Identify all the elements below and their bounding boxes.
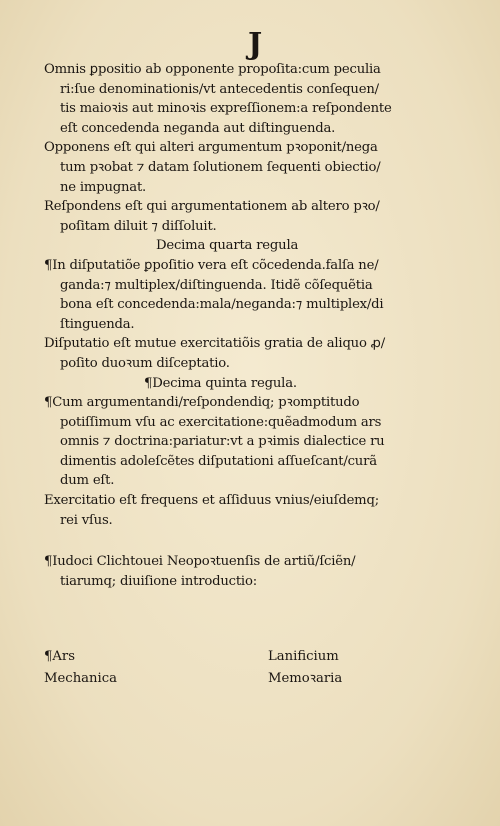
column-entry: Memoꝛaria bbox=[268, 671, 343, 686]
text-line: tum pꝛobat ⁊ datam ſolutionem ſequenti obiectio/ bbox=[60, 159, 381, 175]
text-line: ¶In diſputatiõe ꝑpoſitio vera eſt cõcedenda.falſa ne/ bbox=[44, 257, 379, 273]
column-entry: ¶Ars bbox=[44, 649, 75, 664]
text-line: ¶Cum argumentandi/reſpondendiq; pꝛomptitudo bbox=[44, 395, 360, 411]
text-line: poſitam diluit ⁊ diſſoluit. bbox=[60, 218, 217, 234]
text-line: dum eſt. bbox=[60, 473, 115, 489]
left-column bbox=[44, 646, 117, 690]
column-entry: Lanificium bbox=[268, 649, 339, 664]
text-line: ſtinguenda. bbox=[60, 316, 135, 332]
text-line: Diſputatio eſt mutue exercitatiõis gratia de aliquo ꝓ/ bbox=[44, 336, 385, 352]
text-line: ne impugnat. bbox=[60, 179, 147, 195]
text-line: dimentis adoleſcẽtes diſputationi aſſueſcant/curã bbox=[60, 453, 377, 469]
text-line: omnis ⁊ doctrina:pariatur:vt a pꝛimis dialectice ru bbox=[60, 434, 385, 450]
text-line: tiarumq; diuiſione introductio: bbox=[60, 573, 257, 589]
text-line: ri:ſue denominationis/vt antecedentis conſequen/ bbox=[60, 81, 379, 97]
text-line: rei vſus. bbox=[60, 512, 113, 528]
spacer bbox=[44, 530, 468, 552]
text-line: Opponens eſt qui alteri argumentum pꝛoponit/nega bbox=[44, 140, 378, 156]
text-line: tis maioꝛis aut minoꝛis expreſſionem:a reſpondente bbox=[60, 101, 392, 117]
right-column bbox=[268, 646, 342, 690]
signature-mark: J bbox=[248, 27, 263, 62]
text-line: poſito duoꝛum diſceptatio. bbox=[60, 355, 230, 371]
text-line: eſt concedenda neganda aut diſtinguenda. bbox=[60, 120, 336, 136]
text-line: Reſpondens eſt qui argumentationem ab altero pꝛo/ bbox=[44, 199, 380, 215]
text-line: bona eſt concedenda:mala/neganda:⁊ multiplex/di bbox=[60, 297, 384, 313]
column-entry: Mechanica bbox=[44, 671, 118, 686]
text-line: ¶Iudoci Clichtouei Neopoꝛtuenſis de artiũ/ſciẽn/ bbox=[44, 554, 356, 570]
body-text bbox=[44, 60, 468, 591]
text-line: potiſſimum vſu ac exercitatione:quẽadmodum ars bbox=[60, 414, 382, 430]
text-line: Exercitatio eſt frequens et aſſiduus vnius/eiuſdemq; bbox=[44, 493, 379, 509]
text-line: Decima quarta regula bbox=[156, 238, 299, 254]
text-line: ganda:⁊ multiplex/diſtinguenda. Itidẽ cõſequẽtia bbox=[60, 277, 373, 293]
text-line: ¶Decima quinta regula. bbox=[144, 375, 297, 391]
text-line: Omnis ꝑpositio ab opponente propoſita:cum peculia bbox=[44, 62, 381, 77]
